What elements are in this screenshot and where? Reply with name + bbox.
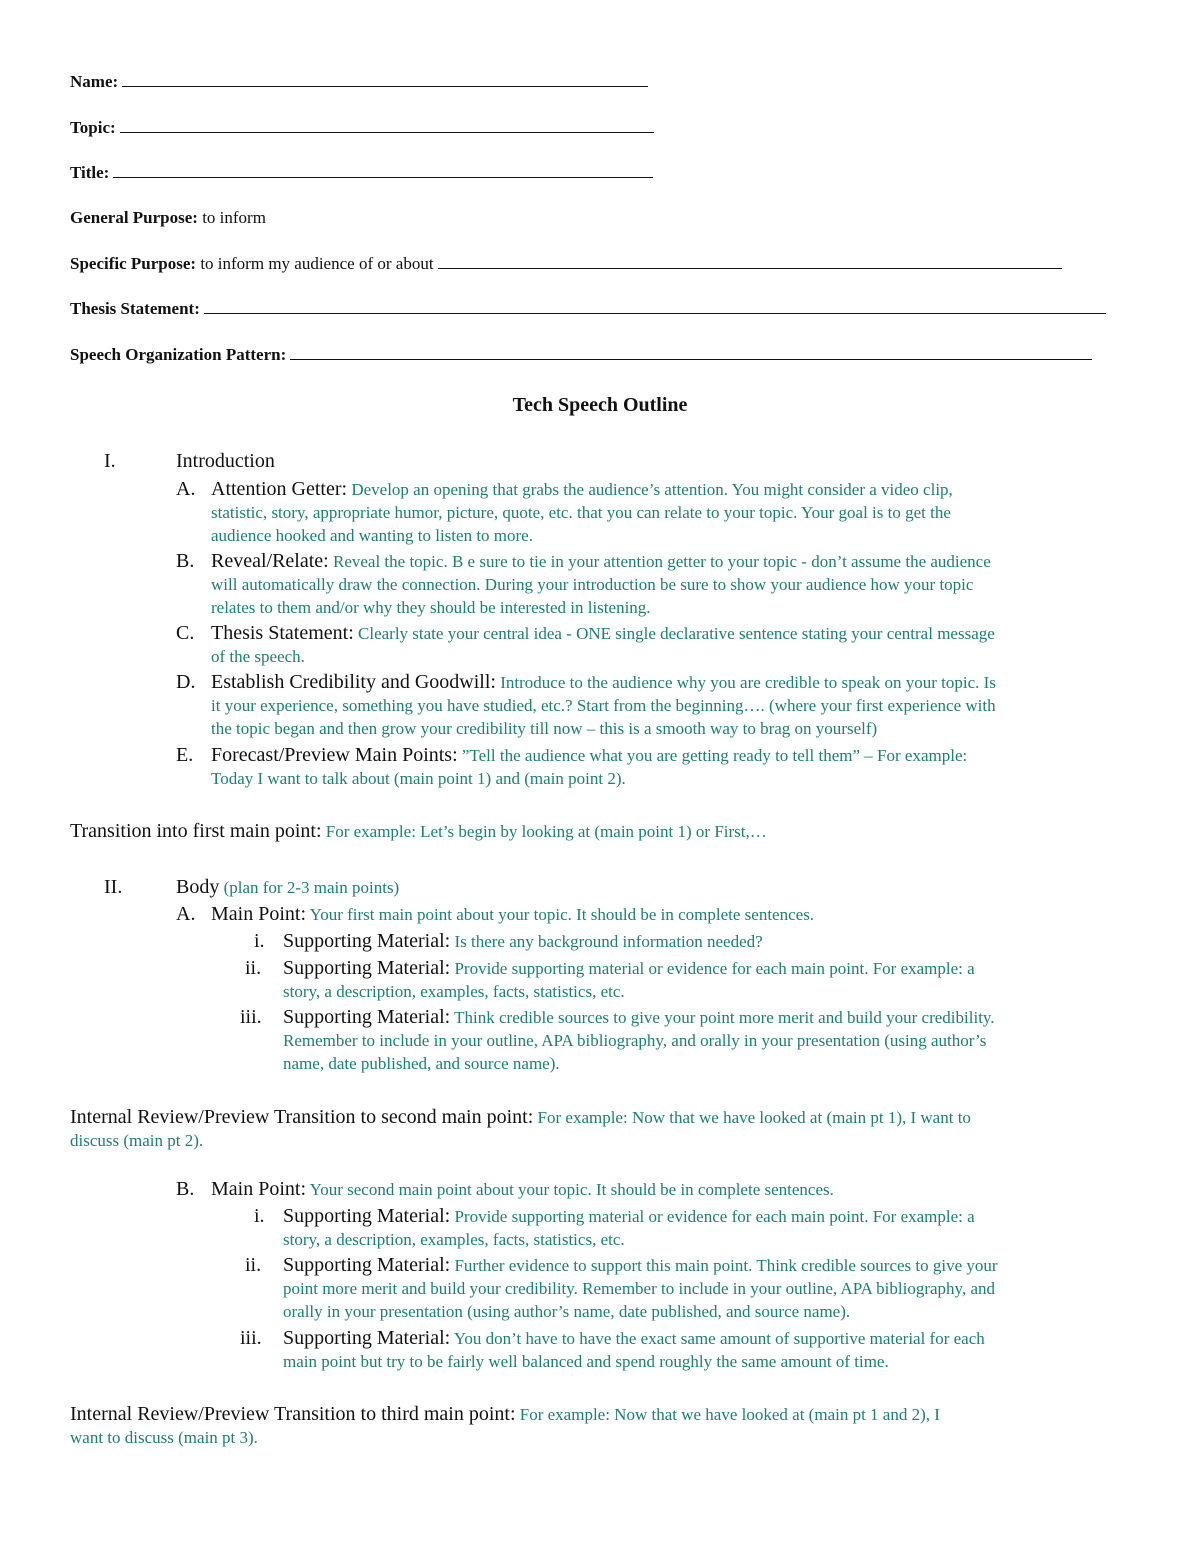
body-numeral: II.	[104, 876, 123, 898]
body-b-letter: B.	[176, 1178, 195, 1200]
b-supporting-material-3: Supporting Material: You don’t have to have the exact same amount of supportive material for each main point but try to be fairly well balanced and spend roughly the same amount of time.	[283, 1327, 985, 1371]
intro-a-letter: A.	[176, 478, 196, 500]
main-point-b: Main Point: Your second main point about your topic. It should be in complete sentences.	[211, 1178, 834, 1200]
intro-forecast: Forecast/Preview Main Points: ”Tell the audience what you are getting ready to tell them” – For example: Today I want to talk about (main point 1) and (main point 2).	[211, 744, 968, 788]
intro-d-label: Establish Credibility and Goodwill:	[211, 671, 496, 693]
intro-attention-getter: Attention Getter: Develop an opening that grabs the audience’s attention. You might consider a video clip, statistic, story, appropriate humor, picture, quote, etc. that you can relate to your topic. Your goal is to get the audience hooked and wanting to listen to more.	[211, 478, 953, 545]
title-field	[70, 163, 653, 183]
topic-label: Topic:	[70, 118, 116, 137]
b-supporting-material-1: Supporting Material: Provide supporting material or evidence for each main point. For example: a story, a description, examples, facts, statistics, etc.	[283, 1205, 975, 1249]
b-sub-ii-numeral: ii.	[245, 1254, 262, 1276]
pattern-blank	[290, 345, 1092, 360]
pattern-label: Speech Organization Pattern:	[70, 345, 287, 364]
intro-credibility: Establish Credibility and Goodwill: Introduce to the audience why you are credible to speak on your topic. Is it your experience, something you have studied, etc.? Start from the beginning…. (where your first experience with the topic began and then grow your credibility till now – this is a smooth way to brag on yourself)	[211, 671, 996, 738]
b-sub-i-numeral: i.	[254, 1205, 265, 1227]
a-supporting-material-3: Supporting Material: Think credible sources to give your point more merit and build your credibility. Remember to include in your outline, APA bibliography, and orally in your presentation (using author’s name, date published, and source name).	[283, 1006, 995, 1073]
topic-field	[70, 118, 654, 138]
thesis-blank	[204, 299, 1106, 314]
main-point-a: Main Point: Your first main point about your topic. It should be in complete sentences.	[211, 903, 815, 925]
intro-c-letter: C.	[176, 622, 195, 644]
pattern-field	[70, 345, 1092, 365]
intro-heading: Introduction	[176, 450, 275, 472]
intro-thesis-statement: Thesis Statement: Clearly state your central idea - ONE single declarative sentence stating your central message of the speech.	[211, 622, 995, 666]
a-sub-i-numeral: i.	[254, 930, 265, 952]
body-a-letter: A.	[176, 903, 196, 925]
intro-d-letter: D.	[176, 671, 196, 693]
intro-numeral: I.	[104, 450, 116, 472]
name-label: Name:	[70, 72, 119, 91]
specific-purpose-value: to inform my audience of or about	[200, 254, 434, 273]
intro-c-label: Thesis Statement:	[211, 622, 354, 644]
intro-e-label: Forecast/Preview Main Points:	[211, 744, 458, 766]
transition-first-label: Transition into first main point:	[70, 820, 322, 842]
topic-blank	[120, 118, 654, 133]
name-field	[70, 72, 648, 92]
transition-first-point: Transition into first main point: For example: Let’s begin by looking at (main point 1) or First,…	[70, 820, 767, 842]
name-blank	[122, 72, 648, 87]
intro-b-letter: B.	[176, 550, 195, 572]
b-sub-iii-numeral: iii.	[240, 1327, 262, 1349]
intro-reveal-relate: Reveal/Relate: Reveal the topic. B e sure to tie in your attention getter to your topic - don’t assume the audience will automatically draw the connection. During your introduction be sure to show your audience how your topic relates to them and/or why they should be interested in listening.	[211, 550, 991, 617]
a-supporting-material-1: Supporting Material: Is there any background information needed?	[283, 930, 763, 952]
intro-a-label: Attention Getter:	[211, 478, 348, 500]
body-heading: Body (plan for 2-3 main points)	[176, 876, 400, 898]
general-purpose-value: to inform	[202, 208, 266, 227]
intro-b-label: Reveal/Relate:	[211, 550, 329, 572]
thesis-field	[70, 299, 1106, 319]
a-sub-iii-numeral: iii.	[240, 1006, 262, 1028]
title-blank	[113, 163, 653, 178]
thesis-label: Thesis Statement:	[70, 299, 200, 318]
b-supporting-material-2: Supporting Material: Further evidence to support this main point. Think credible sources to give your point more merit and build your credibility. Remember to include in your outline, APA bibliography, and orally in your presentation (using author’s name, date published, and source name).	[283, 1254, 998, 1321]
specific-purpose-blank	[438, 254, 1062, 269]
title-label: Title:	[70, 163, 110, 182]
a-supporting-material-2: Supporting Material: Provide supporting material or evidence for each main point. For example: a story, a description, examples, facts, statistics, etc.	[283, 957, 975, 1001]
intro-e-letter: E.	[176, 744, 194, 766]
a-sub-ii-numeral: ii.	[245, 957, 262, 979]
transition-third-point: Internal Review/Preview Transition to third main point: For example: Now that we have looked at (main pt 1 and 2), I want to discuss (main pt 3).	[70, 1403, 940, 1447]
outline-title: Tech Speech Outline	[512, 394, 688, 416]
transition-second-point: Internal Review/Preview Transition to second main point: For example: Now that we have looked at (main pt 1), I want to discuss (main pt 2).	[70, 1106, 971, 1150]
general-purpose-label: General Purpose:	[70, 208, 198, 227]
specific-purpose-label: Specific Purpose:	[70, 254, 197, 273]
specific-purpose-field	[70, 254, 1062, 274]
general-purpose-field	[70, 208, 266, 228]
